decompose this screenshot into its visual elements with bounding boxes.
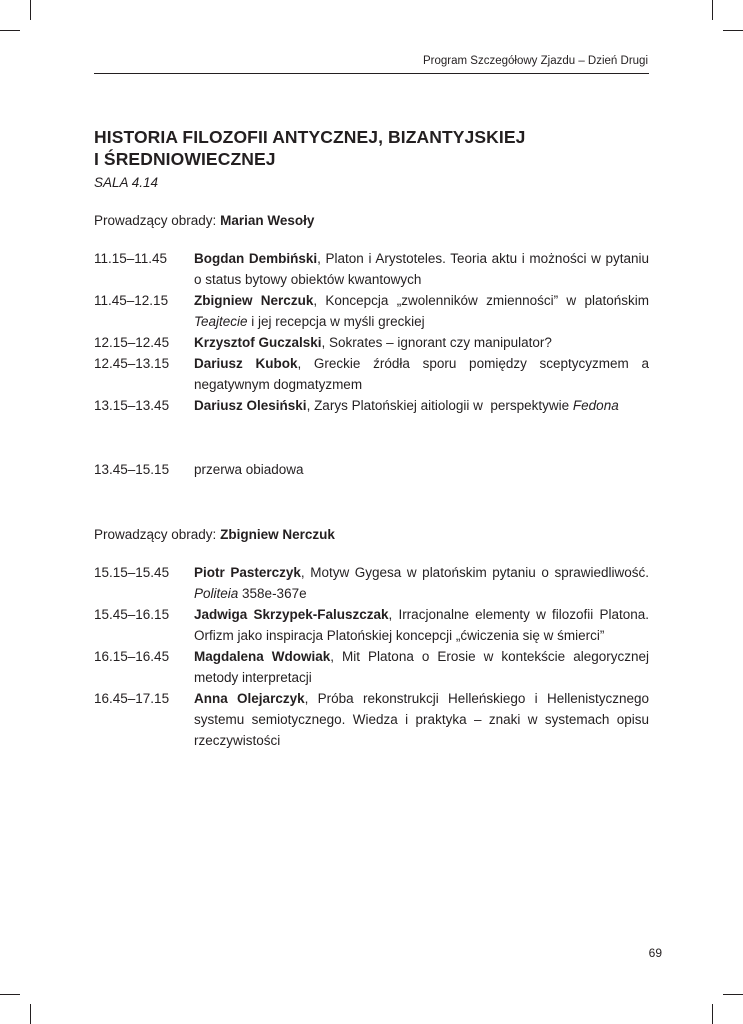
crop-mark xyxy=(712,1004,713,1024)
talk-speaker: Jadwiga Skrzypek-Faluszczak xyxy=(194,607,389,622)
talk-item xyxy=(94,290,649,332)
section-title xyxy=(94,126,649,170)
talk-item xyxy=(94,353,649,395)
crop-mark xyxy=(30,1004,31,1024)
talk-entry xyxy=(194,353,649,395)
talk-time: 12.15–12.45 xyxy=(94,335,170,350)
talk-title-italic: Fedona xyxy=(572,398,619,413)
chair-label: Prowadzący obrady: xyxy=(94,527,217,542)
talk-entry xyxy=(194,562,649,604)
break-list xyxy=(94,459,649,480)
talk-time: 13.15–13.45 xyxy=(94,398,170,413)
talk-time: 12.45–13.15 xyxy=(94,356,170,371)
chair-label: Prowadzący obrady: xyxy=(94,213,217,228)
talk-title-end: i jej recepcja w myśli greckiej xyxy=(247,314,425,329)
talk-time: 11.45–12.15 xyxy=(94,293,169,308)
talk-time: 15.15–15.45 xyxy=(94,565,170,580)
talk-title: , Próba rekonstrukcji Helleńskiego i Hellenistycznego systemu semiotycznego. Wiedza i praktyka – znaki w systemach opisu rzeczywistości xyxy=(194,691,650,748)
crop-mark xyxy=(723,994,743,995)
running-head: Program Szczegółowy Zjazdu – Dzień Drugi xyxy=(423,55,648,67)
talk-speaker: Piotr Pasterczyk xyxy=(194,565,301,580)
crop-mark xyxy=(0,994,20,995)
talk-time: 15.45–16.15 xyxy=(94,607,170,622)
talk-speaker: Zbigniew Nerczuk xyxy=(194,293,314,308)
talk-title: , Zarys Platońskiej aitiologii w perspektywie xyxy=(306,398,573,413)
talk-time: 16.45–17.15 xyxy=(94,691,170,706)
talk-title: , Koncepcja „zwolenników zmienności” w platońskim xyxy=(313,293,649,308)
talk-item xyxy=(94,248,649,290)
chair-name: Zbigniew Nerczuk xyxy=(220,527,335,542)
talk-entry xyxy=(194,290,649,332)
page-number: 69 xyxy=(648,946,662,960)
talk-entry xyxy=(194,604,649,646)
room-label: SALA 4.14 xyxy=(94,175,159,190)
talk-entry xyxy=(194,248,649,290)
talk-item xyxy=(94,604,649,646)
talk-title: , Mit Platona o Erosie w kontekście alegorycznej metody interpretacji xyxy=(194,649,649,685)
break-time: 13.45–15.15 xyxy=(94,462,170,477)
chair-name: Marian Wesoły xyxy=(220,213,315,228)
talk-title: , Greckie źródła sporu pomiędzy sceptycyzmem a negatywnym dogmatyzmem xyxy=(194,356,650,392)
talk-entry xyxy=(194,646,649,688)
crop-mark xyxy=(0,30,20,31)
session1-chair xyxy=(94,210,649,231)
crop-mark xyxy=(30,0,31,20)
talk-title: , Platon i Arystoteles. Teoria aktu i możności w pytaniu o status bytowy obiektów kwantowych xyxy=(194,251,649,287)
talk-item xyxy=(94,332,649,353)
talk-time: 11.15–11.45 xyxy=(94,251,168,266)
talk-entry xyxy=(194,332,649,353)
talk-speaker: Magdalena Wdowiak xyxy=(194,649,331,664)
crop-mark xyxy=(723,30,743,31)
talk-title-italic: Teajtecie xyxy=(194,314,248,329)
talk-item xyxy=(94,646,649,688)
talk-title: , Motyw Gygesa w platońskim pytaniu o sprawiedliwość. xyxy=(300,565,649,580)
program-content xyxy=(94,126,649,751)
talk-speaker: Krzysztof Guczalski xyxy=(194,335,322,350)
talk-entry xyxy=(194,395,649,416)
talk-time: 16.15–16.45 xyxy=(94,649,170,664)
talk-item xyxy=(94,395,649,416)
talk-title-italic: Politeia xyxy=(194,586,239,601)
section-title-line2: I ŚREDNIOWIECZNEJ xyxy=(94,149,276,169)
talk-speaker: Anna Olejarczyk xyxy=(194,691,305,706)
talk-title: , Sokrates – ignorant czy manipulator? xyxy=(321,335,552,350)
session2-list xyxy=(94,562,649,751)
talk-title-end: 358e-367e xyxy=(238,586,307,601)
talk-item xyxy=(94,562,649,604)
session1-list xyxy=(94,248,649,416)
talk-speaker: Bogdan Dembiński xyxy=(194,251,318,266)
crop-mark xyxy=(712,0,713,20)
header-rule xyxy=(94,73,649,74)
section-title-line1: HISTORIA FILOZOFII ANTYCZNEJ, BIZANTYJSKIEJ xyxy=(94,127,526,147)
talk-speaker: Dariusz Kubok xyxy=(194,356,298,371)
talk-speaker: Dariusz Olesiński xyxy=(194,398,307,413)
break-label: przerwa obiadowa xyxy=(194,462,304,477)
break-item xyxy=(94,459,649,480)
talk-item xyxy=(94,688,649,751)
session2-chair xyxy=(94,524,649,545)
talk-entry xyxy=(194,688,649,751)
talk-title: , Irracjonalne elementy w filozofii Platona. Orfizm jako inspiracja Platońskiej koncepcji „ćwiczenia się w śmierci” xyxy=(194,607,649,643)
